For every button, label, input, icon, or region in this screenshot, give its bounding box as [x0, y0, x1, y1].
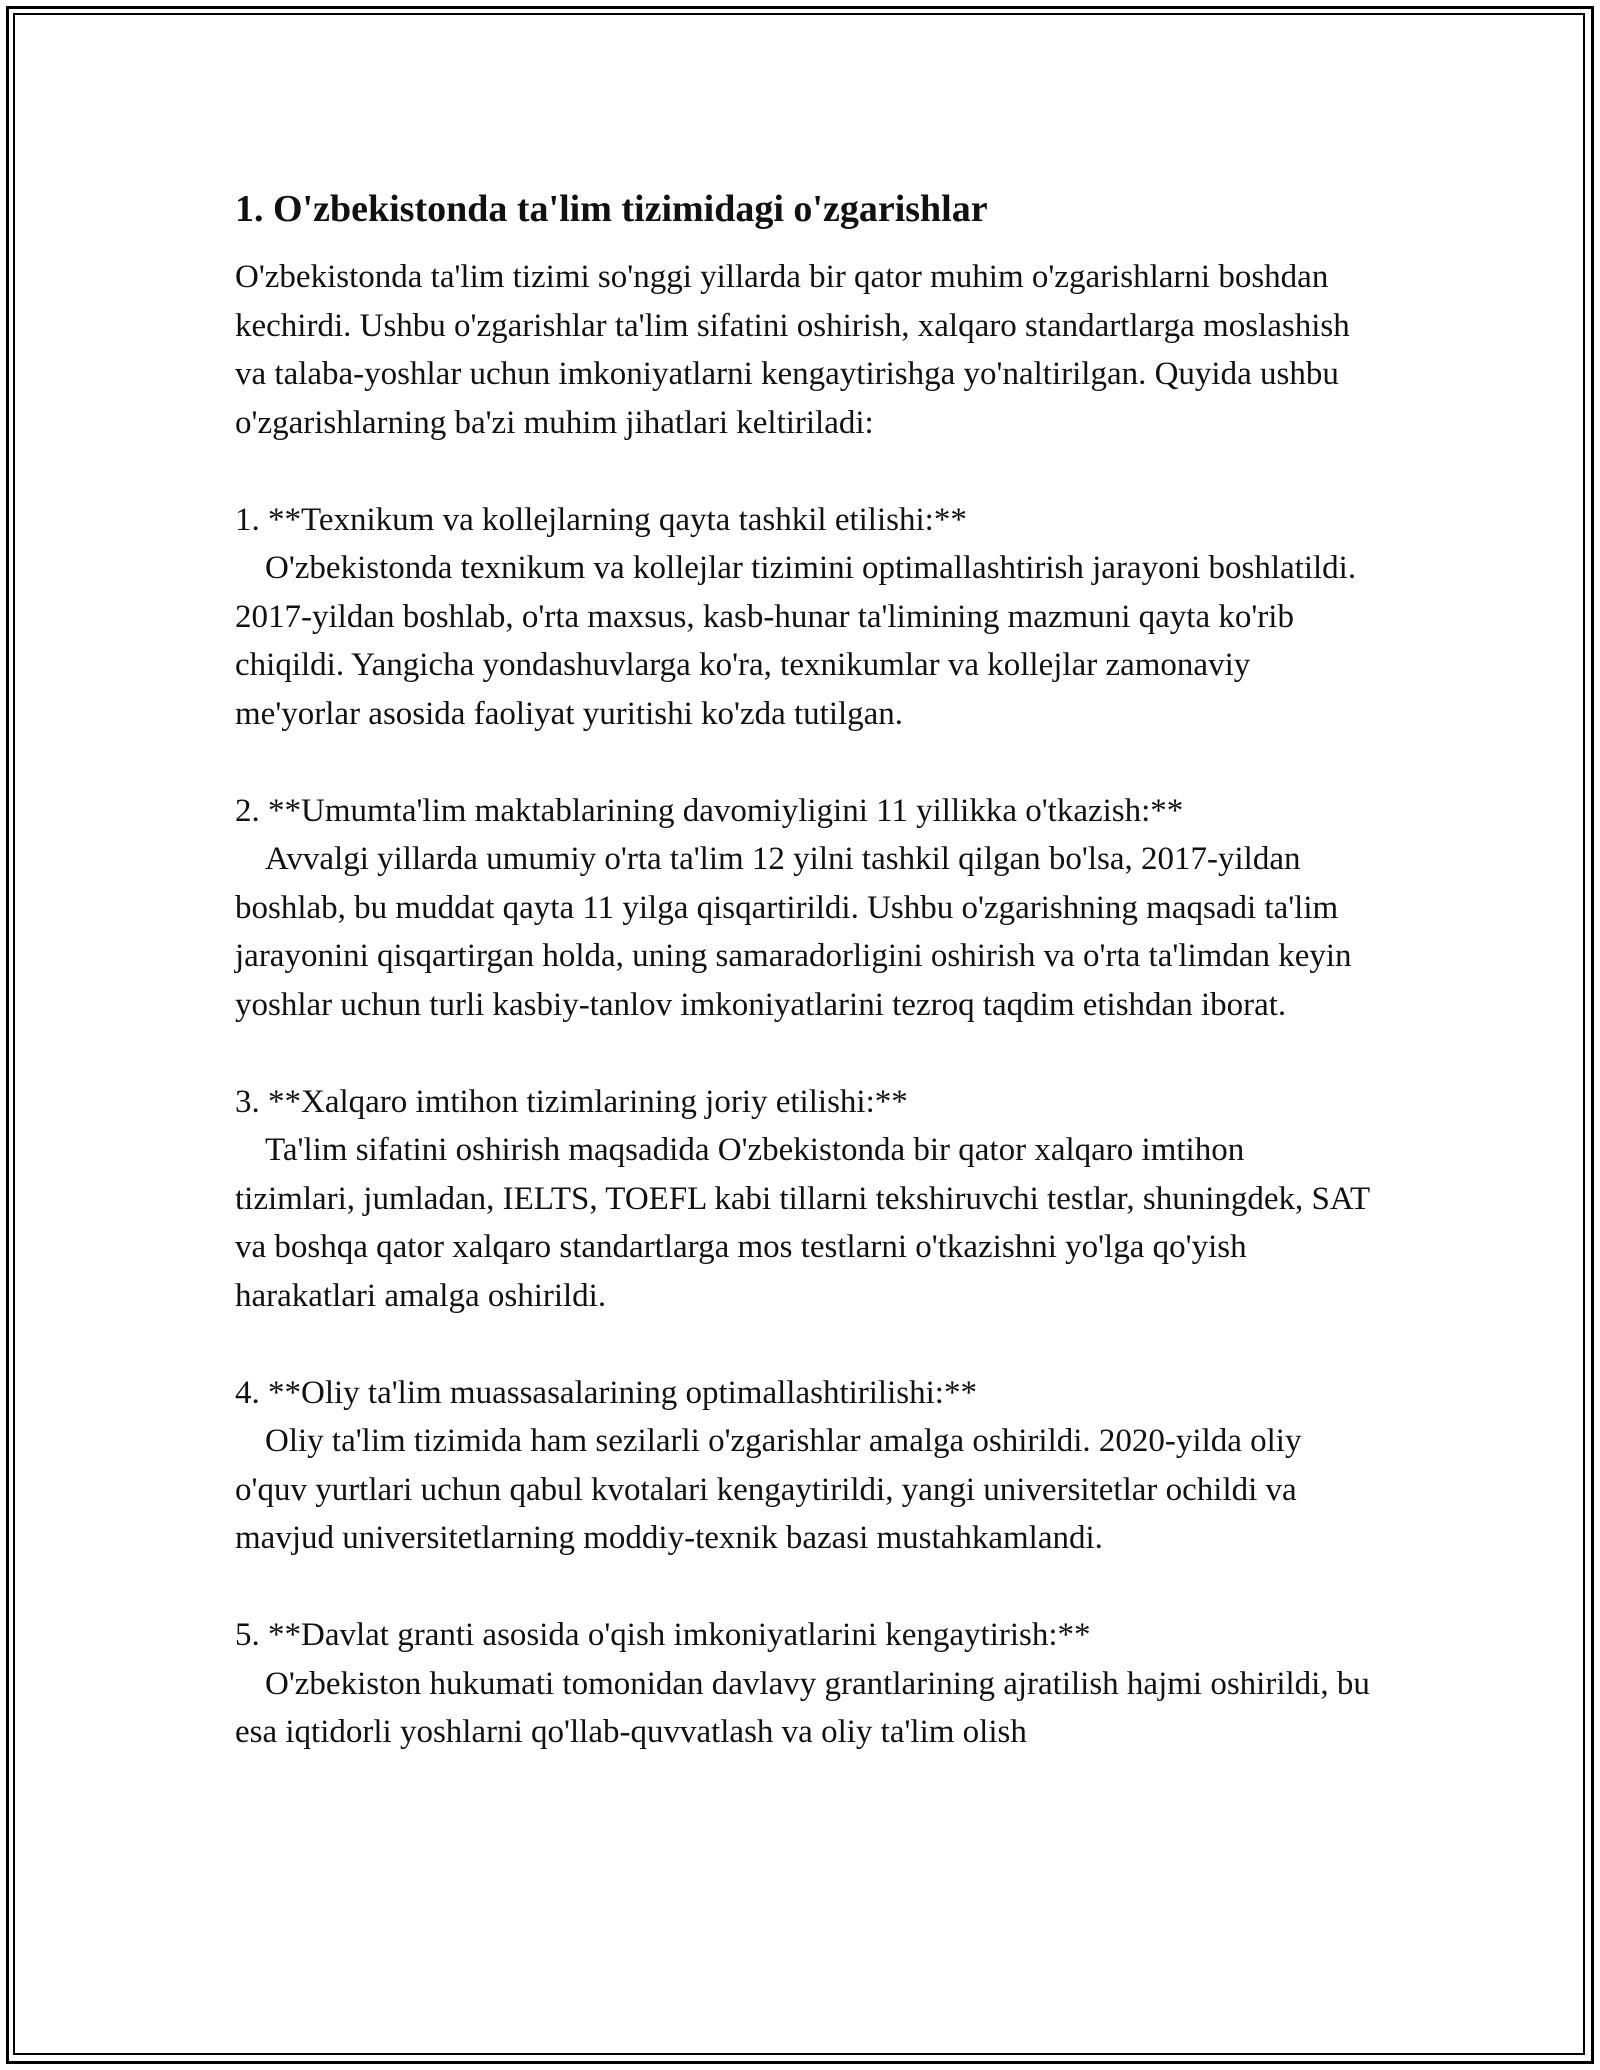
section-heading: 2. **Umumta'lim maktablarining davomiyligini 11 yillikka o'tkazish:** — [235, 792, 1184, 829]
section-heading: 3. **Xalqaro imtihon tizimlarining joriy etilishi:** — [235, 1083, 908, 1120]
section-2 — [235, 787, 1370, 1030]
section-body: Ta'lim sifatini oshirish maqsadida O'zbekistonda bir qator xalqaro imtihon tizimlari, jumladan, IELTS, TOEFL kabi tillarni tekshiruvchi testlar, shuningdek, SAT va boshqa qator xalqaro standartlarga mos testlarni o'tkazishni yo'lga qo'yish harakatlari amalga oshirildi. — [235, 1132, 1370, 1314]
intro-paragraph: O'zbekistonda ta'lim tizimi so'nggi yillarda bir qator muhim o'zgarishlarni boshdan kechirdi. Ushbu o'zgarishlar ta'lim sifatini oshirish, xalqaro standartlarga moslashish va talaba-yoshlar uchun imkoniyatlarni kengaytirishga yo'naltirilgan. Quyida ushbu o'zgarishlarning ba'zi muhim jihatlari keltiriladi: — [235, 259, 1350, 441]
section-body: O'zbekistonda texnikum va kollejlar tizimini optimallashtirish jarayoni boshlatildi. 2017-yildan boshlab, o'rta maxsus, kasb-hunar ta'limining mazmuni qayta ko'rib chiqildi. Yangicha yondashuvlarga ko'ra, texnikumlar va kollejlar zamonaviy me'yorlar asosida faoliyat yuritishi ko'zda tutilgan. — [235, 550, 1357, 732]
section-heading: 4. **Oliy ta'lim muassasalarining optimallashtirilishi:** — [235, 1374, 977, 1411]
document-page — [235, 185, 1370, 1757]
section-5 — [235, 1611, 1370, 1757]
section-heading: 5. **Davlat granti asosida o'qish imkoniyatlarini kengaytirish:** — [235, 1617, 1091, 1653]
section-body: Avvalgi yillarda umumiy o'rta ta'lim 12 yilni tashkil qilgan bo'lsa, 2017-yildan boshlab, bu muddat qayta 11 yilga qisqartirildi. Ushbu o'zgarishning maqsadi ta'lim jarayonini qisqartirgan holda, uning samaradorligini oshirish va o'rta ta'limdan keyin yoshlar uchun turli kasbiy-tanlov imkoniyatlarini tezroq taqdim etishdan iborat. — [235, 841, 1352, 1023]
section-4 — [235, 1369, 1370, 1563]
section-heading: 1. **Texnikum va kollejlarning qayta tashkil etilishi:** — [235, 501, 967, 538]
section-3 — [235, 1078, 1370, 1321]
section-body: O'zbekiston hukumati tomonidan davlavy grantlarining ajratilish hajmi oshirildi, bu esa iqtidorli yoshlarni qo'llab-quvvatlash va oliy ta'lim olish — [235, 1665, 1370, 1750]
section-body: Oliy ta'lim tizimida ham sezilarli o'zgarishlar amalga oshirildi. 2020-yilda oliy o'quv yurtlari uchun qabul kvotalari kengaytirildi, yangi universitetlar ochildi va mavjud universitetlarning moddiy-texnik bazasi mustahkamlandi. — [235, 1423, 1302, 1556]
document-title: 1. O'zbekistonda ta'lim tizimidagi o'zgarishlar — [235, 188, 988, 230]
section-1 — [235, 496, 1370, 739]
